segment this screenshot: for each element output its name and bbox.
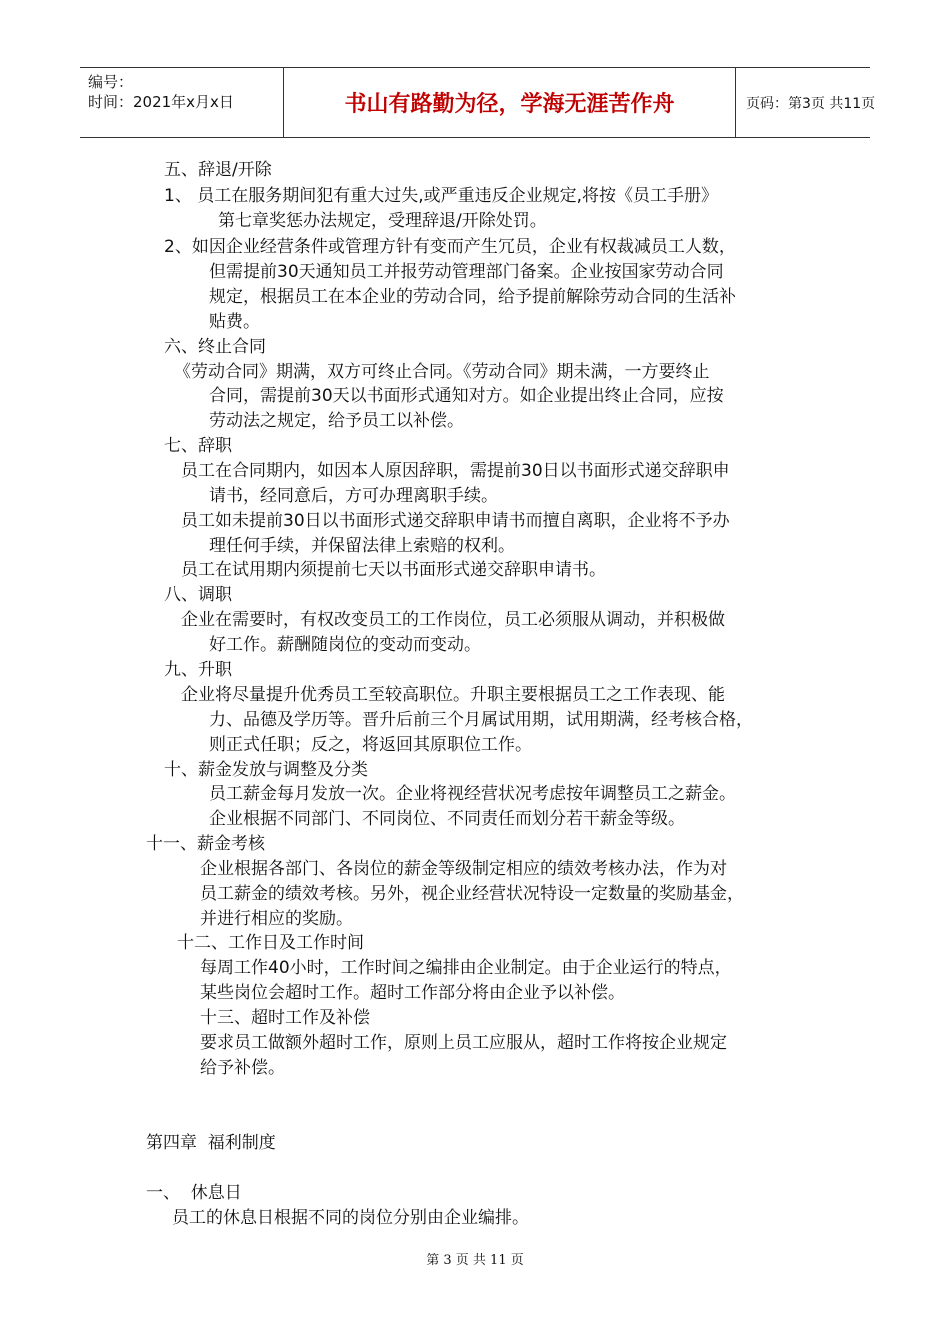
paragraph-line: 企业在需要时，有权改变员工的工作岗位，员工必须服从调动，并积极做: [181, 610, 725, 630]
chapter-heading: 第四章 福利制度: [146, 1133, 276, 1153]
paragraph-line: 但需提前30天通知员工并报劳动管理部门备案。企业按国家劳动合同: [209, 262, 724, 282]
paragraph-line: 给予补偿。: [200, 1058, 285, 1078]
paragraph-line: 《劳动合同》期满，双方可终止合同。《劳动合同》期未满，一方要终止: [174, 362, 710, 382]
date-label: 时间：2021年x月x日: [88, 93, 234, 111]
paragraph-line: 好工作。薪酬随岗位的变动而变动。: [209, 635, 481, 655]
page-header: [80, 67, 876, 138]
header-motto: 书山有路勤为径，学海无涯苦作舟: [284, 68, 736, 137]
header-page-label: 页码：第3页 共11页: [746, 95, 876, 112]
paragraph-line: 员工薪金每月发放一次。企业将视经营状况考虑按年调整员工之薪金。: [209, 784, 736, 804]
section-heading: 十三、超时工作及补偿: [200, 1008, 370, 1028]
section-heading: 十、薪金发放与调整及分类: [164, 760, 368, 780]
paragraph-line: 第七章奖惩办法规定，受理辞退/开除处罚。: [218, 211, 547, 231]
number-label: 编号：: [88, 73, 134, 91]
section-heading: 七、辞职: [164, 436, 232, 456]
paragraph-line: 请书，经同意后，方可办理离职手续。: [209, 486, 498, 506]
paragraph-line: 规定，根据员工在本企业的劳动合同，给予提前解除劳动合同的生活补: [209, 287, 736, 307]
paragraph-line: 劳动法之规定，给予员工以补偿。: [209, 411, 464, 431]
section-heading: 九、升职: [164, 660, 232, 680]
section-heading: 五、辞退/开除: [164, 160, 272, 180]
section-heading: 一、 休息日: [146, 1183, 242, 1203]
paragraph-line: 某些岗位会超时工作。超时工作部分将由企业予以补偿。: [200, 983, 625, 1003]
paragraph-line: 则正式任职；反之，将返回其原职位工作。: [209, 735, 532, 755]
paragraph-line: 企业根据各部门、各岗位的薪金等级制定相应的绩效考核办法，作为对: [200, 859, 727, 879]
paragraph-line: 员工在合同期内，如因本人原因辞职，需提前30日以书面形式递交辞职申: [181, 461, 730, 481]
paragraph-line: 员工薪金的绩效考核。另外，视企业经营状况特设一定数量的奖励基金，: [200, 884, 744, 904]
paragraph-line: 员工如未提前30日以书面形式递交辞职申请书而擅自离职，企业将不予办: [181, 511, 730, 531]
section-heading: 十二、工作日及工作时间: [177, 933, 364, 953]
section-heading: 六、终止合同: [164, 337, 266, 357]
paragraph-line: 1、 员工在服务期间犯有重大过失,或严重违反企业规定,将按《员工手册》: [164, 186, 719, 206]
paragraph-line: 员工的休息日根据不同的岗位分别由企业编排。: [172, 1208, 529, 1228]
paragraph-line: 员工在试用期内须提前七天以书面形式递交辞职申请书。: [181, 560, 606, 580]
paragraph-line: 贴费。: [209, 312, 260, 332]
paragraph-line: 企业将尽量提升优秀员工至较高职位。升职主要根据员工之工作表现、能: [181, 685, 725, 705]
paragraph-line: 2、如因企业经营条件或管理方针有变而产生冗员，企业有权裁减员工人数，: [164, 237, 736, 257]
section-heading: 十一、薪金考核: [146, 834, 265, 854]
paragraph-line: 并进行相应的奖励。: [200, 909, 353, 929]
section-heading: 八、调职: [164, 585, 232, 605]
page-footer: 第 3 页 共 11 页: [426, 1253, 524, 1268]
paragraph-line: 要求员工做额外超时工作，原则上员工应服从，超时工作将按企业规定: [200, 1033, 727, 1053]
paragraph-line: 力、品德及学历等。晋升后前三个月属试用期，试用期满，经考核合格，: [209, 710, 753, 730]
paragraph-line: 理任何手续，并保留法律上索赔的权利。: [209, 536, 515, 556]
paragraph-line: 每周工作40小时，工作时间之编排由企业制定。由于企业运行的特点，: [200, 958, 732, 978]
header-meta: [80, 68, 284, 137]
paragraph-line: 合同，需提前30天以书面形式通知对方。如企业提出终止合同，应按: [209, 386, 724, 406]
paragraph-line: 企业根据不同部门、不同岗位、不同责任而划分若干薪金等级。: [209, 809, 685, 829]
